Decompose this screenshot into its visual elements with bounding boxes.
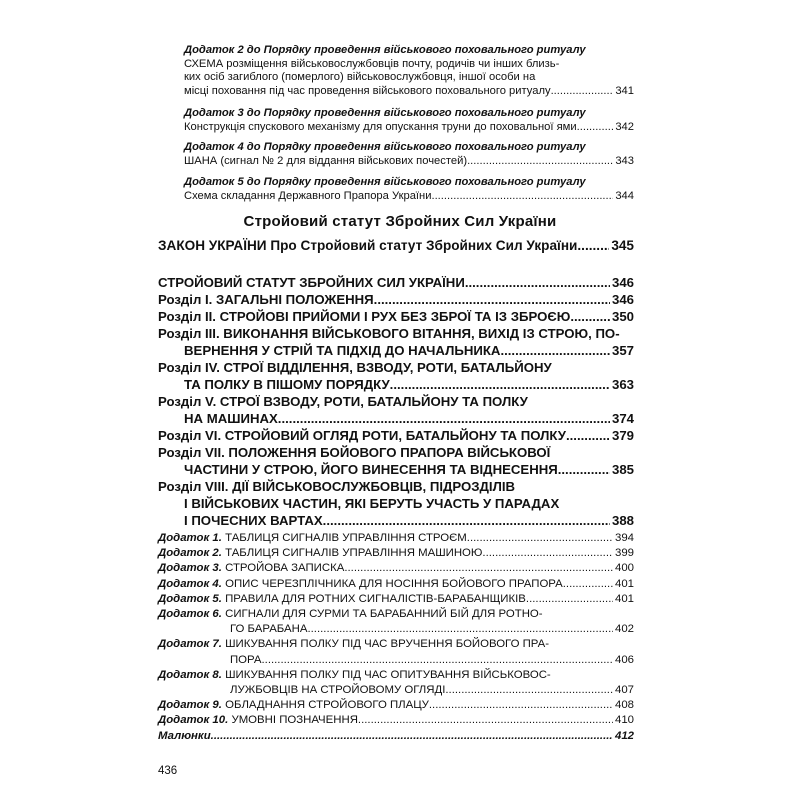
leader-dots [211,729,613,744]
appendix-title: ОПИС ЧЕРЕЗПЛІЧНИКА ДЛЯ НОСІННЯ БОЙОВОГО ПРАПОРА [225,577,563,590]
toc-entry-text: Схема складання Державного Прапора України [184,189,432,202]
appendix-title: СИГНАЛИ ДЛЯ СУРМИ ТА БАРАБАННИЙ БІЙ ДЛЯ РОТНО- [225,608,543,621]
illustrations-entry[interactable] [158,729,634,744]
leader-dots [431,190,613,204]
toc-page-number: 401 [614,592,634,605]
toc-entry-line [158,376,634,393]
toc-entry-text: Розділ III. ВИКОНАННЯ ВІЙСЬКОВОГО ВІТАННЯ, ВИХІД ІЗ СТРОЮ, ПО- [158,326,620,341]
toc-entry-line [158,461,634,478]
toc-page-number: 394 [614,532,634,544]
toc-page-number: 363 [611,377,634,392]
leader-dots [577,238,609,253]
law-entry[interactable] [158,238,634,253]
toc-entry-text: ВЕРНЕННЯ У СТРІЙ ТА ПІДХІД ДО НАЧАЛЬНИКА [184,343,501,358]
appendix-entry-line [158,622,634,637]
toc-page-number: 412 [614,729,634,742]
leader-dots [467,531,613,546]
toc-page-number: 357 [611,343,634,358]
appendix-entry[interactable] [158,531,634,546]
leader-dots [465,274,610,291]
appendix-text-line: СХЕМА розміщення військовослужбовців почту, родичів чи інших близь- [184,57,560,70]
page-number: 436 [158,765,178,777]
toc-page-number: 385 [611,462,634,477]
appendix-text-line: ких осіб загиблого (померлого) військовослужбовця, іншої особи на [184,71,536,83]
toc-entry-text: СТРОЙОВИЙ СТАТУТ ЗБРОЙНИХ СИЛ УКРАЇНИ [158,275,465,290]
appendix-title: УМОВНІ ПОЗНАЧЕННЯ [231,714,358,727]
leader-dots [261,653,613,668]
appendix-entry[interactable] [158,698,634,713]
appendix-label: Додаток 9. [158,699,222,712]
toc-entry[interactable] [158,478,634,529]
appendices-list [158,531,634,744]
leader-dots [558,461,610,478]
appendix-label: Додаток 10. [158,714,229,727]
toc-entry[interactable] [158,393,634,427]
toc-entry[interactable] [184,121,634,135]
toc-entry[interactable] [158,325,634,359]
toc-entry-text: І ВІЙСЬКОВИХ ЧАСТИН, ЯКІ БЕРУТЬ УЧАСТЬ У ПАРАДАХ [184,496,560,511]
toc-page-number: 341 [615,84,634,97]
appendix-entry[interactable] [158,546,634,561]
appendix-title: ТАБЛИЦЯ СИГНАЛІВ УПРАВЛІННЯ МАШИНОЮ [225,547,483,560]
toc-entry-text: І ПОЧЕСНИХ ВАРТАХ [184,513,323,528]
appendix-title: ШИКУВАННЯ ПОЛКУ ПІД ЧАС ОПИТУВАННЯ ВІЙСЬКОВОС- [225,668,551,681]
appendix-entry[interactable] [158,577,634,592]
leader-dots [429,698,613,713]
leader-dots [577,121,614,135]
toc-entry-text: Розділ VIII. ДІЇ ВІЙСЬКОВОСЛУЖБОВЦІВ, ПІДРОЗДІЛІВ [158,479,516,494]
toc-page-number: 408 [614,699,634,712]
toc-entry-text: Розділ IV. СТРОЇ ВІДДІЛЕННЯ, ВЗВОДУ, РОТИ, БАТАЛЬЙОНУ [158,360,552,375]
appendix-entry-line [158,653,634,668]
appendix-entry-line [158,683,634,698]
toc-page-number: 407 [614,684,634,697]
appendix-label: Додаток 1. [158,532,222,544]
toc-entry-text: Розділ II. СТРОЙОВІ ПРИЙОМИ І РУХ БЕЗ ЗБРОЇ ТА ІЗ ЗБРОЄЮ [158,309,571,324]
toc-page-number: 400 [614,562,634,575]
appendix-entry[interactable] [158,637,634,667]
toc-entry-line [158,512,634,529]
toc-entry[interactable] [158,427,634,444]
toc-page-number: 410 [614,714,634,727]
toc-main [158,274,634,529]
appendix-label: Додаток 3. [158,562,222,575]
appendix-heading: Додаток 5 до Порядку проведення військового поховального ритуалу [184,176,586,188]
leader-dots [526,592,613,607]
leader-dots [323,512,610,529]
leader-dots [374,291,610,308]
leader-dots [390,376,610,393]
toc-page-number: 406 [614,653,634,666]
toc-entry-text: Розділ I. ЗАГАЛЬНІ ПОЛОЖЕННЯ [158,292,374,307]
upper-appendix-3 [184,107,634,134]
leader-dots [307,622,613,637]
leader-dots [344,561,613,576]
toc-entry-text: Розділ V. СТРОЇ ВЗВОДУ, РОТИ, БАТАЛЬЙОНУ ТА ПОЛКУ [158,394,528,409]
toc-entry-text: ТА ПОЛКУ В ПІШОМУ ПОРЯДКУ [184,377,390,392]
appendix-heading: Додаток 3 до Порядку проведення військового поховального ритуалу [184,107,586,119]
appendix-label: Додаток 6. [158,608,222,621]
toc-page-number: 346 [611,292,634,307]
toc-page-number: 346 [611,275,634,290]
upper-appendix-2 [184,44,634,98]
toc-entry[interactable] [158,308,634,325]
toc-page-number: 350 [611,309,634,324]
toc-entry-text: Розділ VI. СТРОЙОВИЙ ОГЛЯД РОТИ, БАТАЛЬЙОНУ ТА ПОЛКУ [158,428,566,443]
appendix-title: ГО БАРАБАНА [230,623,308,636]
toc-entry[interactable] [158,274,634,291]
leader-dots [551,85,614,99]
upper-appendix-4 [184,141,634,168]
illustrations-label: Малюнки [158,729,211,742]
toc-page-number: 343 [615,154,634,167]
toc-page-number: 374 [611,411,634,426]
leader-dots [566,427,610,444]
appendix-label: Додаток 2. [158,547,222,560]
section-title: Стройовий статут Збройних Сил України [243,213,557,230]
appendix-label: Додаток 8. [158,668,222,681]
leader-dots [482,546,613,561]
leader-dots [278,410,610,427]
appendix-entry[interactable] [158,713,634,728]
appendix-heading: Додаток 2 до Порядку проведення військового поховального ритуалу [184,44,586,56]
appendix-title: ОБЛАДНАННЯ СТРОЙОВОГО ПЛАЦУ [225,699,429,712]
leader-dots [563,577,613,592]
toc-page-number: 342 [615,120,634,133]
toc-page-number: 402 [614,623,634,636]
leader-dots [500,342,610,359]
appendix-title: ТАБЛИЦЯ СИГНАЛІВ УПРАВЛІННЯ СТРОЄМ [225,532,467,544]
toc-page-number: 399 [614,547,634,560]
appendix-title: ЛУЖБОВЦІВ НА СТРОЙОВОМУ ОГЛЯДІ [230,684,446,697]
toc-entry-line [158,410,634,427]
toc-entry[interactable] [158,444,634,478]
appendix-entry[interactable] [158,668,634,698]
appendix-heading: Додаток 4 до Порядку проведення військового поховального ритуалу [184,141,586,153]
appendix-entry[interactable] [158,592,634,607]
appendix-title: ШИКУВАННЯ ПОЛКУ ПІД ЧАС ВРУЧЕННЯ БОЙОВОГО ПРА- [225,638,550,651]
appendix-label: Додаток 4. [158,577,222,590]
toc-entry-text: ЧАСТИНИ У СТРОЮ, ЙОГО ВИНЕСЕННЯ ТА ВІДНЕСЕННЯ [184,462,558,477]
appendix-label: Додаток 7. [158,638,222,651]
toc-page-number: 344 [615,189,634,202]
toc-entry-text: ЗАКОН УКРАЇНИ Про Стройовий статут Збройних Сил України [158,238,578,253]
appendix-entry[interactable] [158,561,634,576]
toc-page-number: 388 [611,513,634,528]
toc-page-number: 401 [614,577,634,590]
appendix-entry[interactable] [158,607,634,637]
toc-entry-line [158,342,634,359]
toc-entry-text: ШАНА (сигнал № 2 для віддання військових почестей) [184,154,468,167]
toc-entry[interactable] [158,359,634,393]
leader-dots [570,308,610,325]
toc-entry[interactable] [184,155,634,169]
leader-dots [467,155,613,169]
appendix-title: СТРОЙОВА ЗАПИСКА [225,562,345,575]
toc-page-number: 345 [611,238,634,253]
upper-appendix-5 [184,176,634,203]
toc-entry-text: Розділ VII. ПОЛОЖЕННЯ БОЙОВОГО ПРАПОРА ВІЙСЬКОВОЇ [158,445,551,460]
toc-entry[interactable] [158,291,634,308]
appendix-title: ПРАВИЛА ДЛЯ РОТНИХ СИГНАЛІСТІВ-БАРАБАНЩИКІВ [225,592,526,605]
toc-entry-text: місці поховання під час проведення військового поховального ритуалу [184,84,551,97]
leader-dots [358,713,613,728]
appendix-label: Додаток 5. [158,592,222,605]
toc-entry[interactable] [184,85,634,99]
toc-entry-text: НА МАШИНАХ [184,411,278,426]
toc-entry[interactable] [184,190,634,204]
toc-page-number: 379 [611,428,634,443]
appendix-title: ПОРА [230,653,262,666]
leader-dots [445,683,613,698]
toc-entry-text: Конструкція спускового механізму для опускання труни до поховальної ями [184,120,577,133]
